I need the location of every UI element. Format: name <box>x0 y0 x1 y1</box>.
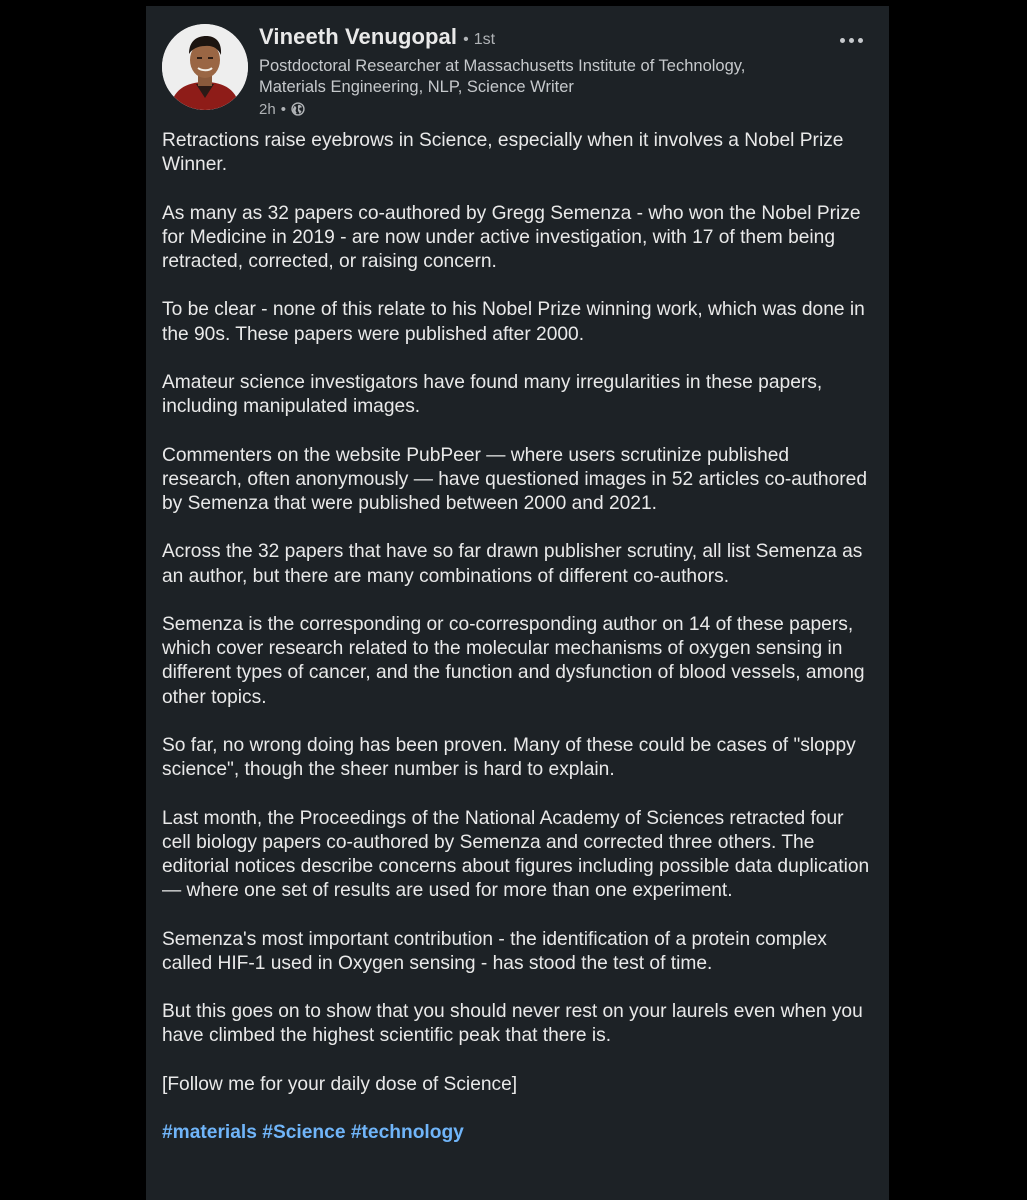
post-paragraph: Amateur science investigators have found many irregularities in these papers, including manipulated images. <box>162 371 823 418</box>
post-header <box>162 24 873 124</box>
post-card <box>146 6 889 1200</box>
connection-degree: 1st <box>473 31 496 48</box>
post-paragraph: Commenters on the website PubPeer — where users scrutinize published research, often anonymously — have questioned images in 52 articles co-authored by Semenza that were published between 2000 and 2021. <box>162 444 868 514</box>
more-horizontal-icon <box>840 38 845 43</box>
post-paragraph: Semenza is the corresponding or co-corresponding author on 14 of these papers, which cover research related to the molecular mechanisms of oxygen sensing in different types of cancer, and the function and dysfunction of blood vessels, among other topics. <box>162 613 865 708</box>
hashtag-link[interactable]: #materials <box>162 1122 257 1144</box>
post-paragraph: Last month, the Proceedings of the National Academy of Sciences retracted four cell biology papers co-authored by Semenza and corrected three others. The editorial notices describe concerns about figures including possible data duplication — where one set of results are used for more than one experiment. <box>162 807 870 902</box>
hashtag-link[interactable]: #technology <box>350 1122 464 1144</box>
more-options-button[interactable] <box>831 28 871 52</box>
avatar-portrait-icon <box>162 24 248 110</box>
more-horizontal-icon-dot <box>858 38 863 43</box>
post-paragraph: So far, no wrong doing has been proven. Many of these could be cases of "sloppy science", though the sheer number is hard to explain. <box>162 734 856 781</box>
author-info <box>259 24 813 119</box>
post-paragraph: [Follow me for your daily dose of Science] <box>162 1073 518 1095</box>
avatar[interactable] <box>162 24 248 110</box>
hashtag-list <box>162 1121 874 1145</box>
post-paragraph: As many as 32 papers co-authored by Gregg Semenza - who won the Nobel Prize for Medicine in 2019 - are now under active investigation, with 17 of them being retracted, corrected, or raising concern. <box>162 202 861 272</box>
more-horizontal-icon-dot <box>849 38 854 43</box>
post-meta <box>259 99 813 119</box>
degree-separator: • <box>463 31 469 48</box>
post-paragraph: Retractions raise eyebrows in Science, especially when it involves a Nobel Prize Winner. <box>162 130 844 176</box>
author-headline: Postdoctoral Researcher at Massachusetts Institute of Technology, Materials Engineering, NLP, Science Writer <box>259 57 746 96</box>
author-name-row <box>259 24 813 52</box>
hashtag-link[interactable]: #Science <box>262 1122 346 1144</box>
post-paragraph: To be clear - none of this relate to his Nobel Prize winning work, which was done in the 90s. These papers were published after 2000. <box>162 299 865 345</box>
post-paragraph: Semenza's most important contribution - the identification of a protein complex called HIF-1 used in Oxygen sensing - has stood the test of time. <box>162 928 827 974</box>
post-paragraph: But this goes on to show that you should never rest on your laurels even when you have climbed the highest scientific peak that there is. <box>162 1001 863 1047</box>
meta-separator: • <box>280 100 286 118</box>
author-name[interactable]: Vineeth Venugopal <box>259 24 458 49</box>
globe-icon <box>291 102 305 116</box>
post-body <box>162 129 874 1170</box>
post-time: 2h <box>259 100 276 118</box>
post-paragraph: Across the 32 papers that have so far drawn publisher scrutiny, all list Semenza as an author, but there are many combinations of different co-authors. <box>162 541 863 587</box>
